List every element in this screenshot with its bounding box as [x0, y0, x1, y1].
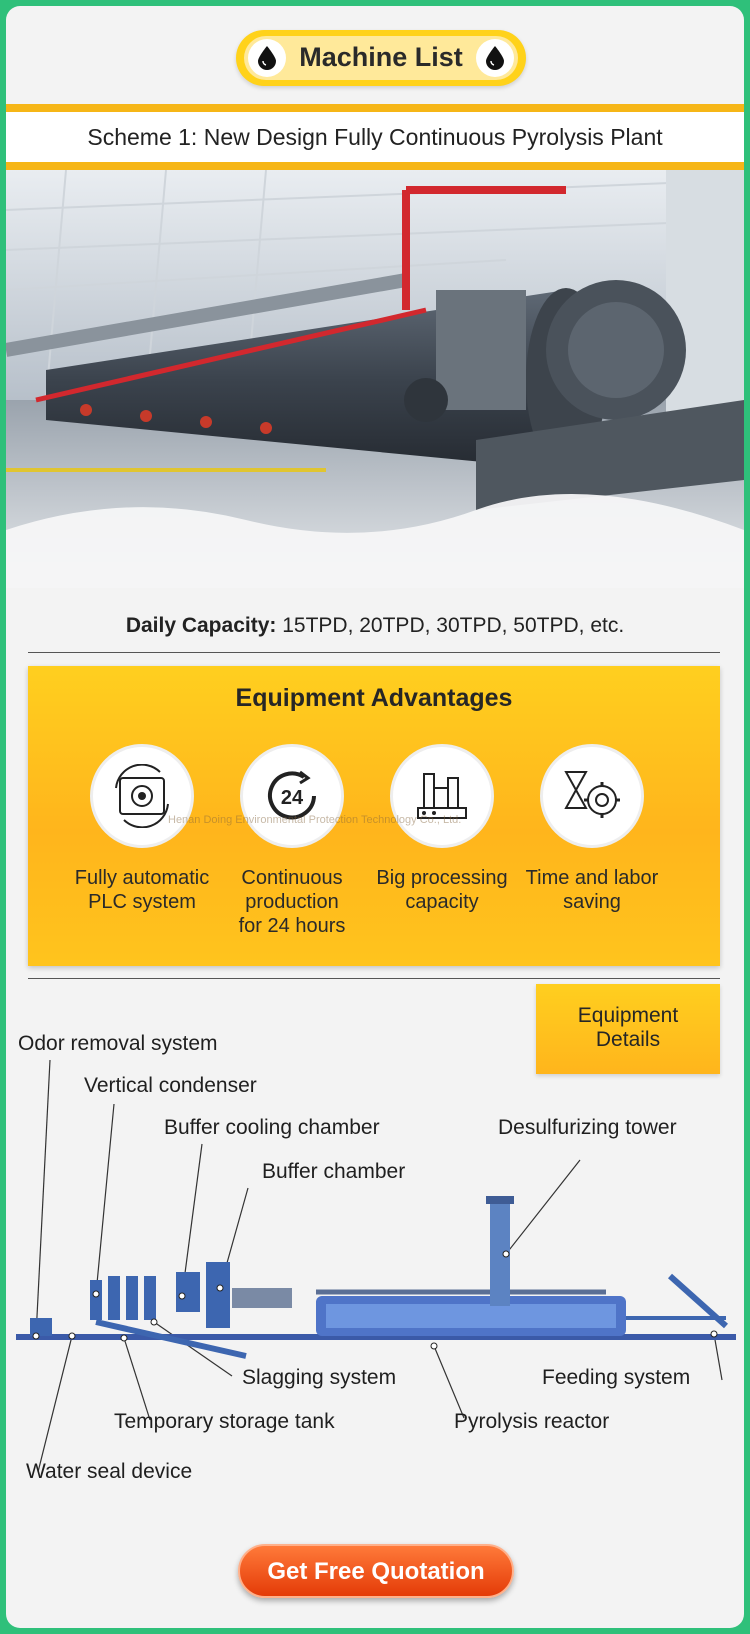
- label-pyrolysis-reactor: Pyrolysis reactor: [454, 1410, 610, 1433]
- get-quotation-button[interactable]: [238, 1544, 514, 1598]
- get-quotation-label: Get Free Quotation: [267, 1558, 485, 1585]
- watermark: Henan Doing Environmental Protection Technology Co., Ltd.: [168, 814, 462, 826]
- label-buffer-chamber: Buffer chamber: [262, 1160, 406, 1183]
- advantages-panel: [28, 666, 720, 966]
- label-vertical-condenser: Vertical condenser: [84, 1074, 257, 1097]
- label-buffer-cooling: Buffer cooling chamber: [164, 1116, 380, 1139]
- daily-capacity: [6, 614, 744, 638]
- scheme-heading: [6, 112, 744, 162]
- svg-text:24: 24: [280, 787, 304, 809]
- label-temporary-storage: Temporary storage tank: [114, 1410, 335, 1433]
- accent-bar: [6, 162, 744, 170]
- advantage-label: Fully automatic PLC system: [74, 867, 210, 913]
- advantage-label: Big processing capacity: [376, 867, 508, 913]
- 24-hours-icon: [240, 744, 344, 848]
- scheme-title: Scheme 1: New Design Fully Continuous Pyrolysis Plant: [87, 124, 663, 150]
- gear-cycle-icon: [90, 744, 194, 848]
- section-title: Machine List: [299, 42, 463, 72]
- advantage-label: Continuous production for 24 hours: [238, 867, 346, 937]
- label-feeding-system: Feeding system: [542, 1366, 691, 1389]
- label-slagging-system: Slagging system: [242, 1366, 397, 1389]
- divider: [28, 652, 720, 653]
- equipment-details-title: Equipment Details: [577, 1004, 679, 1051]
- accent-bar: [6, 104, 744, 112]
- label-odor-removal: Odor removal system: [18, 1032, 218, 1055]
- plant-photo: [6, 170, 744, 588]
- label-desulfurizing-tower: Desulfurizing tower: [498, 1116, 677, 1139]
- advantage-label: Time and labor saving: [525, 867, 659, 913]
- divider: [28, 978, 720, 979]
- page-frame: [6, 6, 744, 1628]
- oil-drop-icon: [476, 39, 514, 77]
- hourglass-gear-icon: [540, 744, 644, 848]
- factory-icon: [390, 744, 494, 848]
- advantages-title: Equipment Advantages: [235, 684, 513, 712]
- capacity-value: 15TPD, 20TPD, 30TPD, 50TPD, etc.: [282, 614, 625, 637]
- capacity-label: Daily Capacity:: [125, 614, 277, 637]
- equipment-diagram: [6, 1026, 744, 1506]
- label-water-seal: Water seal device: [26, 1460, 193, 1483]
- section-header: [236, 30, 526, 86]
